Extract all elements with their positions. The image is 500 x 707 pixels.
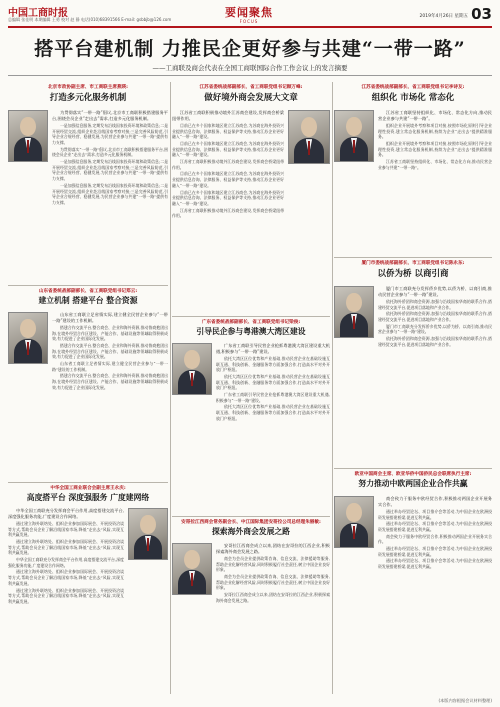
article-kicker: 北京市政协副主席、市工商联主席燕瑛: [48,85,128,90]
article-kicker: 厦门市委统战部副部长、市工商联党组书记陈永东: [361,261,465,266]
article-paragraph: 厦门市工商联充分发挥侨乡优势,以侨为桥、以商引商,推动民营企业参与“一带一路”建设。 [378,323,492,335]
article-title: 高度搭平台 深度强服务 广度建网络 [26,493,150,502]
column-name: 要闻聚焦 [225,6,273,19]
speaker-photo [8,312,48,364]
article-kicker: 中华全国工商业联合会副主席王永庆: [50,486,126,491]
article-paragraph: 通过举办经贸论坛、项目推介会等活动,为中国企业在欧洲投资发展搭建桥梁,促进互利共赢。 [378,521,492,532]
article-header [172,84,330,103]
article-paragraph: 商会为会员企业提供政策咨询、信息交流、法律援助等服务,帮助企业化解经营风险,同时积极履行社会责任,树立中国企业良好形象。 [216,573,330,591]
page-footer-note: (本版内容根据会议材料整理) [438,698,492,703]
article-kicker: 江苏省委统战部副部长、省工商联党组书记顾万峰: [199,85,303,90]
article-paragraph: 搭建合作交流平台,整合商会、企业和海外资源,推动鲁商抱团出海,在境外经贸合作区建设、产能合作、基础设施等领域取得积极成效,有力促进了企业国际化发展。 [52,342,168,360]
article-paragraph: 通过建立海外联络处、组织企业参加国际展会、开展投资洽谈等方式,帮助会员企业了解沿线国家市场,降低“走出去”风险,实现互利共赢发展。 [8,587,124,604]
page-number: 03 [471,5,492,23]
speaker-photo [128,508,168,560]
article-paragraph: 山东省工商联立足省情实际,建立健全民营企业参与“一带一路”建设的工作机制。 [52,361,168,372]
article-paragraph: 为贯彻落实“一带一路”倡议,北京市工商联积极搭建服务平台,围绕会员企业“走出去”需求,打造多元化服务机制。 [52,146,168,158]
issue-date: 2019年4月26日 星期五 [419,14,468,19]
article-paragraph: 一是加强信息服务,定期发布沿线国家投资环境和政策信息;二是开展经贸交流,组织企业赴沿线国家考察对接;三是完善风险防范,引导企业合规经营、稳健发展,为民营企业参与共建“一带一路”提供有力支撑。 [52,122,168,145]
article-title: 努力推动中欧两国企业合作共赢 [358,479,468,488]
section-divider [334,468,492,469]
section-divider [172,516,330,517]
article-paragraph: 组织企业开展境外考察和项目对接,按照市场化原则引导企业理性投资,建立常态化服务机制,持续为企业“走出去”提供精准服务。 [378,140,492,158]
speaker-photo [334,110,374,162]
article-body [52,110,168,280]
masthead [8,4,492,28]
article-lead: 商会致力于服务中欧经贸合作,积极推动两国企业开展务实合作。 [378,496,492,507]
article-lead: 广东省工商联引导民营企业抢抓粤港澳大湾区建设重大机遇,积极参与“一带一路”建设。 [216,343,330,354]
article-kicker: 江苏省委统战部副部长、省工商联党组书记李诗友: [361,85,465,90]
article-lead: 厦门市工商联充分发挥侨乡优势,以侨为桥、以商引商,推动民营企业参与“一带一路”建设。 [378,286,492,297]
article-paragraph: 通过建立海外联络处、组织企业参加国际展会、开展投资洽谈等方式,帮助会员企业了解沿线国家市场,降低“走出去”风险,实现互利共赢发展。 [8,538,124,556]
speaker-photo [334,286,374,338]
article-paragraph: 搭建合作交流平台,整合商会、企业和海外资源,推动鲁商抱团出海,在境外经贸合作区建设、产能合作、基础设施等领域取得积极成效,有力促进了企业国际化发展。 [52,373,168,390]
article-body [378,110,492,253]
article-kicker: 广东省委统战部副部长、省工商联党组书记梁俊: [201,320,301,325]
article-paragraph: 通过建立海外联络处、组织企业参加国际展会、开展投资洽谈等方式,帮助会员企业了解沿线国家市场,降低“走出去”风险,实现互利共赢发展。 [8,569,124,586]
article-lead: 山东省工商联立足省情实际,建立健全民营企业参与“一带一路”建设的工作机制。 [52,312,168,323]
article-lead: 为贯彻落实“一带一路”倡议,北京市工商联积极搭建服务平台,围绕会员企业“走出去”需求,打造多元化服务机制。 [52,110,168,121]
article-paragraph: 江苏省工商联积极推动境外江苏商会建设,发挥商会桥梁纽带作用。 [172,159,284,170]
article-paragraph: 目前已在多个国家和地区建立江苏商会,为苏商在海外投资兴业提供信息咨询、法律服务、权益保护等支持,推动江苏企业更好融入“一带一路”建设。 [172,122,284,140]
article-lead: 中华全国工商联充分发挥商会平台作用,高度搭建交流平台,深度强化服务功能,广度建设合作网络。 [8,508,124,519]
speaker-photo [172,343,212,395]
article-paragraph: 组织企业开展境外考察和项目对接,按照市场化原则引导企业理性投资,建立常态化服务机制,持续为企业“走出去”提供精准服务。 [378,122,492,140]
article-kicker: 安哥拉江西商会常务副会长、中江国际集团安哥拉公司总经理朱丽敏: [181,520,321,525]
article-paragraph: 通过举办经贸论坛、项目推介会等活动,为中国企业在欧洲投资发展搭建桥梁,促进互利共赢。 [378,558,492,570]
article-body [378,286,492,464]
article-lead: 江苏省工商联坚持组织化、市场化、常态化方向,推动民营企业参与共建“一带一路”。 [378,110,492,121]
article-paragraph: 江苏省工商联坚持组织化、市场化、常态化方向,推动民营企业参与共建“一带一路”。 [378,159,492,170]
article-lead: 江苏省工商联积极推动境外江苏商会建设,发挥商会桥梁纽带作用。 [172,110,284,121]
article-paragraph: 安哥拉江西商会成立以来,团结在安哥拉的江西企业,积极探索海外商会发展之路。 [216,592,330,603]
article-title: 探索海外商会发展之路 [212,527,290,536]
article-header [8,84,168,103]
section-divider [8,285,168,286]
article-title: 组织化 市场化 常态化 [371,93,455,103]
section-divider [8,482,168,483]
article-paragraph: 目前已在多个国家和地区建立江苏商会,为苏商在海外投资兴业提供信息咨询、法律服务、权益保护等支持,推动江苏企业更好融入“一带一路”建设。 [172,189,284,206]
article-kicker: 欧亚中国商会主席、欧亚华侨中国侨民总会联席执行主席: [354,472,472,477]
article-body [216,543,330,694]
article-paragraph: 一是加强信息服务,定期发布沿线国家投资环境和政策信息;二是开展经贸交流,组织企业赴沿线国家考察对接;三是完善风险防范,引导企业合规经营、稳健发展,为民营企业参与共建“一带一路”提供有力支撑。 [52,159,168,182]
article-paragraph: 商会为会员企业提供政策咨询、信息交流、法律援助等服务,帮助企业化解经营风险,同时积极履行社会责任,树立中国企业良好形象。 [216,555,330,573]
newspaper-logo: 中国工商时报 [8,8,68,19]
speaker-photo [288,110,330,164]
article-header [8,485,168,503]
speaker-photo [172,543,212,595]
masthead-credits: 总编辑 张佳明 本期编辑 王勇 校对 赵 静 电话(010)68391566 E-mail: gsbbjb@126.com [8,17,172,22]
article-header [172,519,330,537]
article-header [334,471,492,489]
sub-headline: ——工商联及商会代表在全国工商联国际合作工作会议上的发言摘要 [152,64,348,72]
article-body [8,508,124,694]
article-paragraph: 商会致力于服务中欧经贸合作,积极推动两国企业开展务实合作。 [378,533,492,545]
article-paragraph: 目前已在多个国家和地区建立江苏商会,为苏商在海外投资兴业提供信息咨询、法律服务、权益保护等支持,推动江苏企业更好融入“一带一路”建设。 [172,140,284,158]
column-name-en: FOCUS [239,19,259,24]
section-divider [172,316,330,317]
article-paragraph: 通过举办经贸论坛、项目推介会等活动,为中国企业在欧洲投资发展搭建桥梁,促进互利共赢。 [378,546,492,557]
article-header [8,288,168,306]
article-paragraph: 依托海外侨团和商会资源,加强与沿线国家华商的联系合作,搭建经贸交流平台,促进项目落地和产业合作。 [378,336,492,347]
article-body [172,110,284,312]
article-paragraph: 目前已在多个国家和地区建立江苏商会,为苏商在海外投资兴业提供信息咨询、法律服务、权益保护等支持,推动江苏企业更好融入“一带一路”建设。 [172,171,284,188]
article-paragraph: 中华全国工商联充分发挥商会平台作用,高度搭建交流平台,深度强化服务功能,广度建设合作网络。 [8,557,124,568]
article-body [216,343,330,513]
article-header [334,260,492,279]
article-paragraph: 广东省工商联引导民营企业抢抓粤港澳大湾区建设重大机遇,积极参与“一带一路”建设。 [216,392,330,403]
article-title: 打造多元化服务机制 [49,93,127,103]
article-paragraph: 通过举办经贸论坛、项目推介会等活动,为中国企业在欧洲投资发展搭建桥梁,促进互利共赢。 [378,508,492,520]
article-paragraph: 依托海外侨团和商会资源,加强与沿线国家华商的联系合作,搭建经贸交流平台,促进项目落地和产业合作。 [378,311,492,322]
headline-divider [8,75,492,76]
article-title: 引导民企参与粤港澳大湾区建设 [196,327,306,336]
speaker-photo [334,496,374,548]
article-paragraph: 依托大湾区区位优势和产业基础,推动民营企业在基础设施互联互通、科技创新、金融服务等方面加强合作,打造高水平对外开放门户枢纽。 [216,404,330,421]
column-divider [332,82,333,694]
article-kicker: 山东省委统战部副部长、省工商联党组书记郑云: [38,289,138,294]
speaker-photo [8,110,48,162]
article-header [334,84,492,103]
article-lead: 安哥拉江西商会成立以来,团结在安哥拉的江西企业,积极探索海外商会发展之路。 [216,543,330,554]
article-paragraph: 一是加强信息服务,定期发布沿线国家投资环境和政策信息;二是开展经贸交流,组织企业赴沿线国家考察对接;三是完善风险防范,引导企业合规经营、稳健发展,为民营企业参与共建“一带一路”提供有力支撑。 [52,182,168,205]
section-divider [334,257,492,258]
article-paragraph: 依托大湾区区位优势和产业基础,推动民营企业在基础设施互联互通、科技创新、金融服务等方面加强合作,打造高水平对外开放门户枢纽。 [216,373,330,391]
article-paragraph: 通过建立海外联络处、组织企业参加国际展会、开展投资洽谈等方式,帮助会员企业了解沿线国家市场,降低“走出去”风险,实现互利共赢发展。 [8,520,124,538]
article-header [172,319,330,337]
article-title: 以侨为桥 以商引商 [377,269,449,279]
article-paragraph: 依托大湾区区位优势和产业基础,推动民营企业在基础设施互联互通、科技创新、金融服务等方面加强合作,打造高水平对外开放门户枢纽。 [216,355,330,373]
article-paragraph: 江苏省工商联积极推动境外江苏商会建设,发挥商会桥梁纽带作用。 [172,207,284,219]
article-paragraph: 依托海外侨团和商会资源,加强与沿线国家华商的联系合作,搭建经贸交流平台,促进项目落地和产业合作。 [378,298,492,310]
article-paragraph: 搭建合作交流平台,整合商会、企业和海外资源,推动鲁商抱团出海,在境外经贸合作区建设、产能合作、基础设施等领域取得积极成效,有力促进了企业国际化发展。 [52,324,168,342]
column-divider [170,82,171,694]
article-title: 建立机制 搭建平台 整合资源 [38,296,138,305]
article-body [378,496,492,694]
article-body [52,312,168,478]
main-headline: 搭平台建机制 力推民企更好参与共建“一带一路” [34,38,466,60]
article-title: 做好境外商会发展大文章 [204,93,298,103]
